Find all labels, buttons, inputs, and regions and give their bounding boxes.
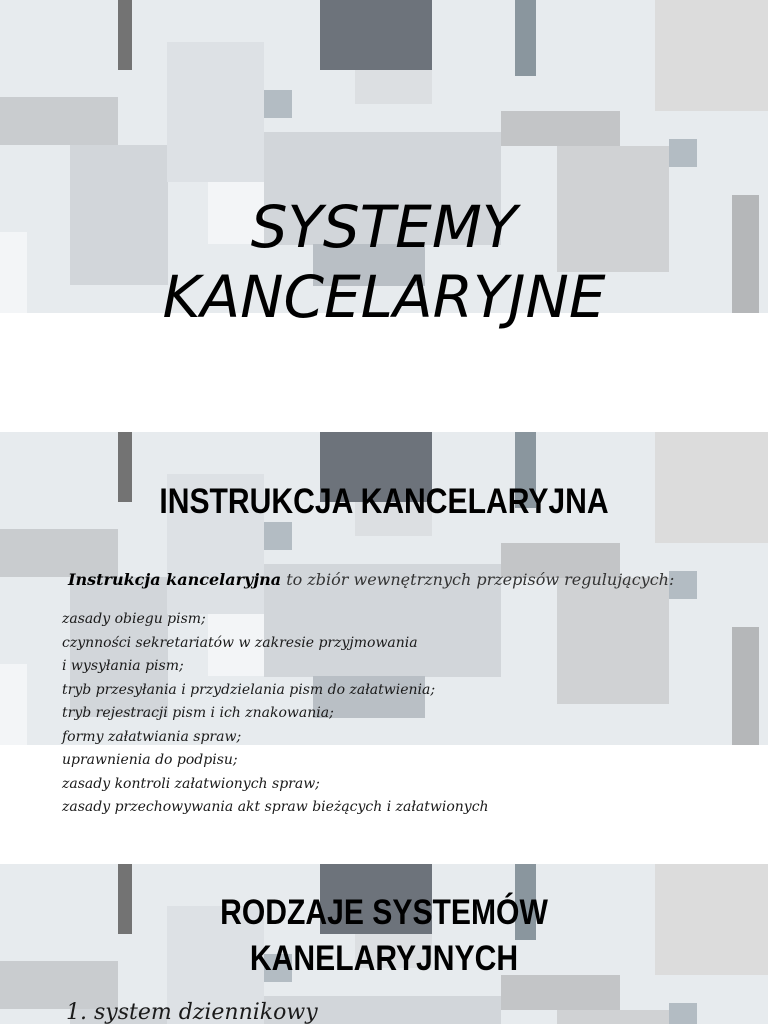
list-item: uprawnienia do podpisu; [62, 752, 238, 768]
definition-paragraph [68, 568, 674, 592]
heading-line-1: RODZAJE SYSTEMÓW [220, 893, 548, 932]
presentation-title [0, 192, 768, 332]
list-item: tryb rejestracji pism i ich znakowania; [62, 705, 334, 721]
list-item: 1. system dziennikowy [66, 1000, 318, 1024]
heading-line-2: KANELARYJNYCH [249, 939, 519, 978]
definition-text: to zbiór wewnętrznych przepisów regulujących: [281, 570, 675, 589]
regulation-list [62, 608, 489, 820]
list-item: zasady obiegu pism; [62, 611, 206, 627]
slide-rodzaje [0, 864, 768, 1024]
list-item: czynności sekretariatów w zakresie przyjmowania [62, 634, 418, 651]
slide-heading [54, 890, 714, 982]
slide-heading: INSTRUKCJA KANCELARYJNA [159, 482, 609, 521]
defined-term: Instrukcja kancelaryjna [68, 570, 282, 589]
list-item: i wysyłania pism; [62, 658, 184, 674]
list-item: zasady kontroli załatwionych spraw; [62, 775, 320, 792]
list-item: formy załatwiania spraw; [62, 728, 242, 745]
title-line-2: KANCELARYJNE [162, 263, 606, 331]
slide-title [0, 0, 768, 432]
list-item: zasady przechowywania akt spraw bieżących i załatwionych [62, 799, 489, 815]
slide-instrukcja [0, 432, 768, 864]
title-line-1: SYSTEMY [250, 193, 518, 261]
list-item: tryb przesyłania i przydzielania pism do załatwienia; [62, 681, 436, 698]
system-types-list [66, 998, 318, 1024]
